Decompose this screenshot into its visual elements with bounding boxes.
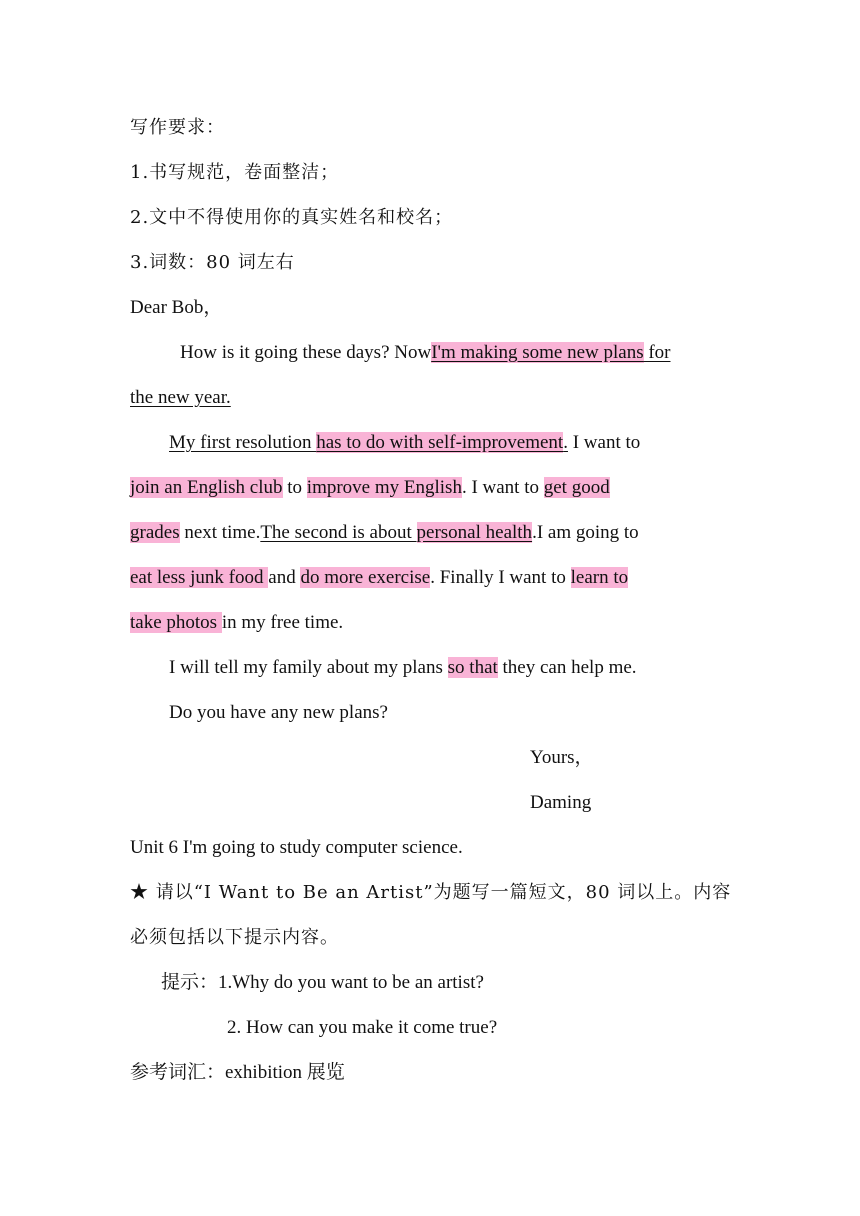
highlighted-phrase: has to do with self-improvement <box>316 432 564 453</box>
highlighted-phrase: improve my English <box>306 477 462 498</box>
text-span: I will tell my family about my plans <box>169 657 448 678</box>
letter-paragraph-2-line-1 <box>169 431 640 455</box>
unit-title: Unit 6 I'm going to study computer science. <box>130 837 463 858</box>
letter-paragraph-2-line-4 <box>130 566 628 590</box>
underlined-text: . <box>563 432 568 453</box>
requirement-item-3: 3.词数：80 词左右 <box>130 252 295 273</box>
letter-paragraph-2-line-2 <box>130 476 610 500</box>
reference-vocabulary: 参考词汇：exhibition 展览 <box>130 1062 345 1083</box>
text-span: . Finally I want to <box>430 567 571 588</box>
underlined-text: for <box>643 342 671 363</box>
highlighted-phrase: learn to <box>570 567 629 588</box>
highlighted-phrase: take photos <box>130 612 222 633</box>
text-span: in my free time. <box>221 612 344 633</box>
letter-closing: Yours， <box>530 747 594 768</box>
underlined-text: The second is about <box>260 522 417 543</box>
highlighted-phrase: I'm making some new plans <box>431 342 644 363</box>
letter-paragraph-3 <box>169 656 637 680</box>
text-span: they can help me. <box>497 657 637 678</box>
requirement-item-2: 2.文中不得使用你的真实姓名和校名； <box>130 207 454 228</box>
text-span: . I want to <box>461 477 544 498</box>
highlighted-phrase: personal health <box>416 522 533 543</box>
underlined-text: the new year. <box>130 387 231 408</box>
letter-paragraph-2-line-5 <box>130 611 343 635</box>
text-span: I want to <box>567 432 641 453</box>
highlighted-phrase: do more exercise <box>300 567 431 588</box>
hint-item-1: 提示：1.Why do you want to be an artist? <box>161 972 484 993</box>
text-span: to <box>282 477 307 498</box>
highlighted-phrase: so that <box>447 657 498 678</box>
underlined-text: My first resolution <box>169 432 317 453</box>
letter-greeting: Dear Bob， <box>130 297 223 318</box>
highlighted-phrase: get good <box>543 477 610 498</box>
letter-paragraph-1-line-1 <box>180 341 671 365</box>
letter-paragraph-2-line-3 <box>130 521 639 545</box>
requirements-heading: 写作要求： <box>130 117 225 138</box>
letter-paragraph-4: Do you have any new plans? <box>169 702 388 723</box>
hint-item-2: 2. How can you make it come true? <box>227 1017 498 1038</box>
highlighted-phrase: join an English club <box>130 477 283 498</box>
letter-paragraph-1-line-2 <box>130 386 231 410</box>
task-instruction-line-1: ★ 请以“I Want to Be an Artist”为题写一篇短文，80 词以上。内容 <box>130 882 732 903</box>
requirement-item-1: 1.书写规范，卷面整洁； <box>130 162 340 183</box>
letter-signature: Daming <box>530 792 592 813</box>
text-span: next time. <box>179 522 261 543</box>
text-span: How is it going these days? Now <box>180 342 432 363</box>
highlighted-phrase: eat less junk food <box>130 567 269 588</box>
highlighted-phrase: grades <box>130 522 180 543</box>
text-span: .I am going to <box>532 522 639 543</box>
task-instruction-line-2: 必须包括以下提示内容。 <box>130 927 339 948</box>
text-span: and <box>268 567 301 588</box>
